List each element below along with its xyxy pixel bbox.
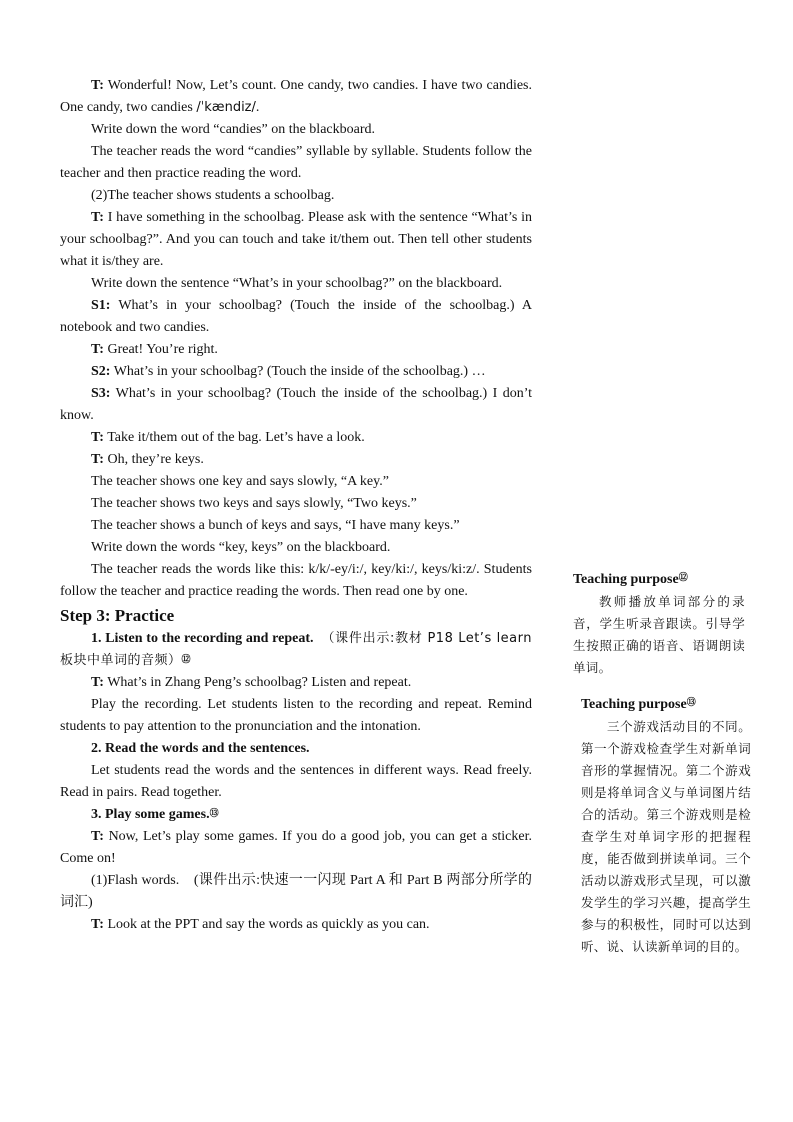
dialogue-text: Wonderful! Now, Let’s count. One candy, two candies. I have two candies. One candy, two candies <box>60 78 532 115</box>
paragraph: Write down the words “key, keys” on the blackboard. <box>91 540 391 555</box>
sidebar-title <box>581 693 751 716</box>
paragraph <box>60 207 532 273</box>
speaker-label: S2: <box>91 364 111 379</box>
paragraph: Write down the word “candies” on the blackboard. <box>91 122 375 137</box>
speaker-label: T: <box>91 430 104 445</box>
speaker-label: T: <box>91 210 104 225</box>
dialogue-text: Take it/them out of the bag. Let’s have a look. <box>103 430 365 445</box>
punctuation: . <box>255 100 260 115</box>
paragraph <box>60 672 532 694</box>
paragraph <box>60 75 532 119</box>
paragraph <box>60 914 532 936</box>
speaker-label: S1: <box>91 298 111 313</box>
paragraph: The teacher shows two keys and says slowly, “Two keys.” <box>91 496 417 511</box>
section-heading: Step 3: Practice <box>60 606 175 625</box>
courseware-note: （课件出示:教材 P18 Let’s learn 板块中单词的音频） <box>60 631 533 668</box>
speaker-label: T: <box>91 452 104 467</box>
subheading: 1. Listen to the recording and repeat. <box>91 631 314 646</box>
speaker-label: T: <box>91 917 104 932</box>
dialogue-text: Now, Let’s play some games. If you do a good job, you can get a sticker. Come on! <box>60 829 532 866</box>
sidebar-title <box>573 568 745 591</box>
speaker-label: S3: <box>91 386 111 401</box>
footnote-marker: ⑫ <box>181 654 191 664</box>
paragraph: Play the recording. Let students listen to the recording and repeat. Remind students to pay attention to the pronunciation and the intonation. <box>60 697 532 734</box>
paragraph: Let students read the words and the sentences in different ways. Read freely. Read in pairs. Read together. <box>60 763 532 800</box>
paragraph <box>60 804 532 826</box>
teaching-purpose-box-2 <box>581 693 751 958</box>
paragraph <box>60 449 532 471</box>
paragraph <box>60 339 532 361</box>
dialogue-text: Oh, they’re keys. <box>103 452 204 467</box>
dialogue-text: Look at the PPT and say the words as quickly as you can. <box>103 917 430 932</box>
dialogue-text: Great! You’re right. <box>103 342 218 357</box>
teaching-purpose-box-1 <box>573 568 745 679</box>
paragraph: The teacher shows a bunch of keys and says, “I have many keys.” <box>91 518 460 533</box>
paragraph <box>60 361 532 383</box>
dialogue-text: What’s in Zhang Peng’s schoolbag? Listen and repeat. <box>103 675 412 690</box>
sidebar-title-text: Teaching purpose <box>581 697 687 712</box>
speaker-label: T: <box>91 78 104 93</box>
paragraph <box>60 295 532 339</box>
sidebar-body: 三个游戏活动目的不同。第一个游戏检查学生对新单词音形的掌握情况。第二个游戏则是将单词含义与单词图片结合的活动。第三个游戏则是检查学生对单词字形的把握程度，能否做到拼读单词。三个活动以游戏形式呈现，可以激发学生的学习兴趣，提高学生参与的积极性，同时可以达到听、说、认读新单词的目的。 <box>581 719 751 954</box>
paragraph: The teacher reads the words like this: k/k/-ey/i:/, key/ki:/, keys/ki:z/. Students follow the teacher and practice reading the words. Then read one by one. <box>60 562 532 599</box>
phonetic: /ˈkændiz/ <box>196 100 256 115</box>
sidebar-body: 教师播放单词部分的录音，学生听录音跟读。引导学生按照正确的语音、语调朗读单词。 <box>573 594 745 675</box>
paragraph: Write down the sentence “What’s in your schoolbag?” on the blackboard. <box>91 276 503 291</box>
sidebar-title-text: Teaching purpose <box>573 572 679 587</box>
dialogue-text: I have something in the schoolbag. Please ask with the sentence “What’s in your schoolbag?”. And you can touch and take it/them out. Then tell other students what it is/they are. <box>60 210 532 269</box>
paragraph <box>60 427 532 449</box>
dialogue-text: What’s in your schoolbag? (Touch the inside of the schoolbag.) I don’t know. <box>60 386 532 423</box>
footnote-marker: ⑬ <box>686 697 696 707</box>
paragraph: The teacher reads the word “candies” syllable by syllable. Students follow the teacher and then practice reading the word. <box>60 144 532 181</box>
footnote-marker: ⑫ <box>678 572 688 582</box>
dialogue-text: What’s in your schoolbag? (Touch the inside of the schoolbag.) … <box>110 364 486 379</box>
paragraph <box>60 628 532 672</box>
speaker-label: T: <box>91 675 104 690</box>
footnote-marker: ⑬ <box>209 808 219 818</box>
speaker-label: T: <box>91 342 104 357</box>
paragraph: (2)The teacher shows students a schoolbag. <box>91 188 335 203</box>
speaker-label: T: <box>91 829 104 844</box>
dialogue-text: What’s in your schoolbag? (Touch the inside of the schoolbag.) A notebook and two candies. <box>60 298 532 335</box>
subheading: 3. Play some games. <box>91 807 210 822</box>
paragraph: The teacher shows one key and says slowly, “A key.” <box>91 474 389 489</box>
paragraph <box>60 870 532 914</box>
flash-words-line: (1)Flash words. (课件出示:快速一一闪现 Part A 和 Part B 两部分所学的词汇) <box>60 873 532 910</box>
paragraph <box>60 826 532 870</box>
subheading: 2. Read the words and the sentences. <box>91 741 310 756</box>
lesson-body <box>60 75 532 936</box>
paragraph <box>60 383 532 427</box>
